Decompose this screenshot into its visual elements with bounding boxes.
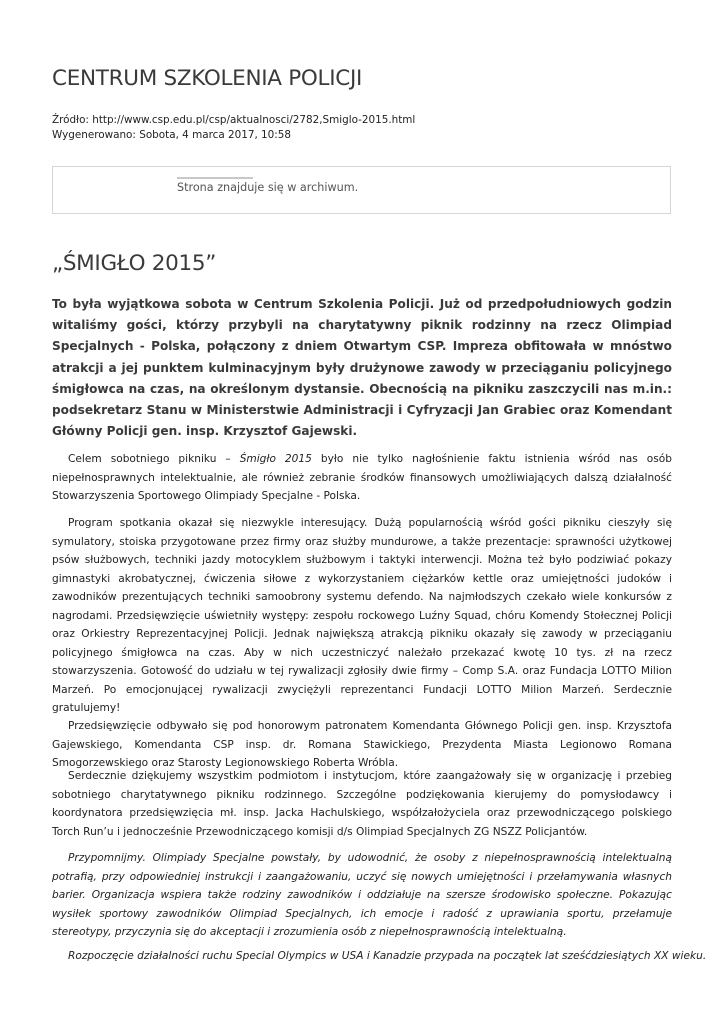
paragraph-1-event-name: Śmigło 2015 — [239, 453, 312, 465]
paragraph-3 — [52, 717, 672, 773]
archive-divider — [177, 177, 253, 179]
article-title: „ŚMIGŁO 2015” — [52, 251, 217, 276]
generated-line: Wygenerowano: Sobota, 4 marca 2017, 10:58 — [52, 129, 291, 141]
paragraph-5 — [52, 849, 672, 942]
archive-notice-box — [52, 166, 671, 214]
article-lead: To była wyjątkowa sobota w Centrum Szkolenia Policji. Już od przedpołudniowych godzin witaliśmy gości, którzy przybyli na charytatywny piknik rodzinny na rzecz Olimpiad Specjalnych - Polska, połączony z dniem Otwartym CSP. Impreza obfitowała w mnóstwo atrakcji a jej punktem kulminacyjnym były drużynowe zawody w przeciąganiu policyjnego śmigłowca na czas, na określonym dystansie. Obecnością na pikniku zaszczycili nas m.in.: podsekretarz Stanu w Ministerstwie Administracji i Cyfryzacji Jan Grabiec oraz Komendant Główny Policji gen. insp. Krzysztof Gajewski. — [52, 297, 672, 439]
paragraph-2-text: Program spotkania okazał się niezwykle interesujący. Dużą popularnością wśród gości pikniku cieszyły się symulatory, stoiska przygotowane przez firmy oraz służby mundurowe, a także prezentacje: sprawności użytkowej psów służbowych, techniki jazdy motocyklem służbowym i taktyki interwencji. Można też było podziwiać pokazy gimnastyki akrobatycznej, ćwiczenia siłowe z wykorzystaniem ciężarków kettle oraz umiejętności judoków i zawodników prezentujących techniki samoobrony systemu defendo. Na najmłodszych czekało wiele konkursów z nagrodami. Przedsięwzięcie uświetniły występy: zespołu rockowego Luźny Squad, chóru Komendy Stołecznej Policji oraz Orkiestry Reprezentacyjnej Policji. Jednak największą atrakcją pikniku okazały się zawody w przeciąganiu policyjnego śmigłowca na czas. Aby w nich uczestniczyć należało przekazać kwotę 10 tys. zł na rzecz stowarzyszenia. Gotowość do udziału w tej rywalizacji zgłosiły dwie firmy – Comp S.A. oraz Fundacja LOTTO Milion Marzeń. Po emocjonującej rywalizacji zwyciężyli reprezentanci Fundacji LOTTO Milion Marzeń. Serdecznie gratulujemy! — [52, 517, 672, 714]
paragraph-1-end: było nie tylko nagłośnienie faktu istnienia wśród nas osób niepełnosprawnych intelektualnie, ale również zebranie środków finansowych umożliwiających dalszą działalność Stowarzyszenia Sportowego Olimpiady Specjalne - Polska. — [52, 453, 672, 502]
site-title: CENTRUM SZKOLENIA POLICJI — [52, 66, 363, 91]
document-meta — [52, 113, 415, 143]
paragraph-1-start: Celem sobotniego pikniku – — [68, 453, 240, 465]
source-line: Źródło: http://www.csp.edu.pl/csp/aktualnosci/2782,Smiglo-2015.html — [52, 114, 416, 126]
archive-notice-text: Strona znajduje się w archiwum. — [177, 181, 359, 194]
paragraph-2 — [52, 514, 672, 718]
paragraph-4 — [52, 767, 672, 841]
paragraph-6-text: Rozpoczęcie działalności ruchu Special Olympics w USA i Kanadzie przypada na początek lat sześćdziesiątych XX wieku. — [68, 950, 707, 962]
paragraph-4-text: Serdecznie dziękujemy wszystkim podmiotom i instytucjom, które zaangażowały się w organizację i przebieg sobotniego charytatywnego pikniku rodzinnego. Szczególne podziękowania kierujemy do pomysłodawcy i koordynatora przedsięwzięcia mł. insp. Jacka Hachulskiego, współzałożyciela oraz przewodniczącego polskiego Torch Run’u i jednocześnie Przewodniczącego komisji d/s Olimpiad Specjalnych ZG NSZZ Policjantów. — [52, 770, 672, 838]
paragraph-5-text: Przypomnijmy. Olimpiady Specjalne powstały, by udowodnić, że osoby z niepełnosprawnością intelektualną potrafią, przy odpowiedniej instrukcji i zaangażowaniu, uczyć się nowych umiejętności i przełamywania własnych barier. Organizacja wspiera także rodziny zawodników i oddziałuje na szersze środowisko społeczne. Pokazując wysiłek sportowy zawodników Olimpiad Specjalnych, ich emocje i radość z uprawiania sportu, przełamuje stereotypy, przyczynia się do akceptacji i zrozumienia osób z niepełnosprawnością intelektualną. — [52, 852, 672, 938]
paragraph-6 — [52, 947, 707, 966]
paragraph-3-text: Przedsięwzięcie odbywało się pod honorowym patronatem Komendanta Głównego Policji gen. insp. Krzysztofa Gajewskiego, Komendanta CSP insp. dr. Romana Stawickiego, Prezydenta Miasta Legionowo Romana Smogorzewskiego oraz Starosty Legionowskiego Roberta Wróbla. — [52, 720, 672, 769]
paragraph-1 — [52, 450, 672, 506]
